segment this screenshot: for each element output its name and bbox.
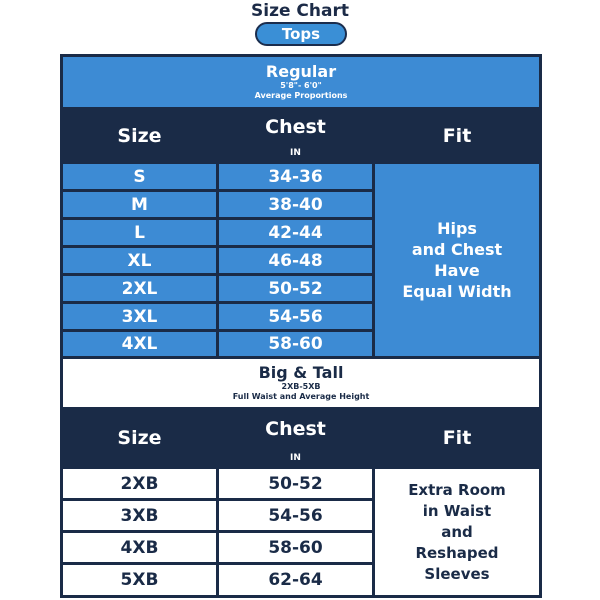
regular-proportions: Average Proportions: [254, 91, 348, 100]
big-tall-proportions: Full Waist and Average Height: [232, 392, 370, 401]
chest-cell: 58-60: [219, 533, 372, 562]
chest-cell: 54-56: [219, 501, 372, 530]
regular-fit-description: Hips and Chest Have Equal Width: [375, 164, 539, 356]
big-tall-size-header: Size: [63, 410, 216, 466]
regular-height-range: 5'8"- 6'0": [280, 81, 322, 90]
size-cell: XL: [63, 248, 216, 273]
chart-title: Size Chart: [251, 1, 349, 21]
chest-cell: 46-48: [219, 248, 372, 273]
chest-cell: 50-52: [219, 276, 372, 301]
chest-cell: 58-60: [219, 332, 372, 356]
regular-section-header: [63, 57, 539, 107]
size-table: [60, 54, 542, 598]
regular-fit-header: Fit: [375, 110, 539, 161]
chest-cell: 54-56: [219, 304, 372, 329]
category-pill: Tops: [255, 22, 347, 46]
size-cell: S: [63, 164, 216, 189]
size-cell: L: [63, 220, 216, 245]
big-tall-unit-label: IN: [219, 450, 372, 466]
big-tall-size-range: 2XB-5XB: [281, 382, 321, 391]
big-tall-title: Big & Tall: [258, 363, 344, 382]
big-tall-section-header: [63, 359, 539, 407]
regular-unit-label: IN: [219, 145, 372, 161]
size-cell: 3XB: [63, 501, 216, 530]
big-tall-fit-header: Fit: [375, 410, 539, 466]
regular-size-header: Size: [63, 110, 216, 161]
size-cell: 4XL: [63, 332, 216, 356]
size-cell: 4XB: [63, 533, 216, 562]
chest-cell: 42-44: [219, 220, 372, 245]
big-tall-fit-description: Extra Room in Waist and Reshaped Sleeves: [375, 469, 539, 595]
size-cell: 2XB: [63, 469, 216, 498]
regular-title: Regular: [265, 62, 337, 81]
size-cell: 3XL: [63, 304, 216, 329]
size-cell: 5XB: [63, 565, 216, 595]
chest-cell: 50-52: [219, 469, 372, 498]
size-cell: 2XL: [63, 276, 216, 301]
size-cell: M: [63, 192, 216, 217]
regular-chest-header: Chest: [219, 110, 372, 143]
chest-cell: 34-36: [219, 164, 372, 189]
chest-cell: 62-64: [219, 565, 372, 595]
big-tall-chest-header: Chest: [219, 410, 372, 448]
chest-cell: 38-40: [219, 192, 372, 217]
